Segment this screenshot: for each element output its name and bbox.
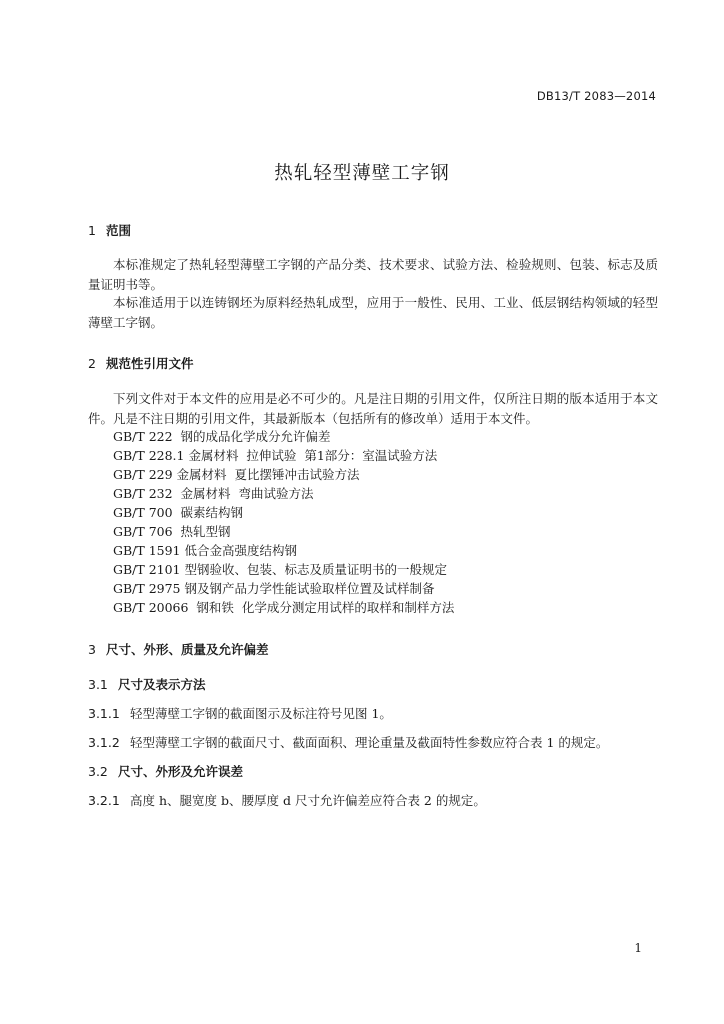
section-number: 2: [88, 356, 96, 371]
reference-item: GB/T 229 金属材料 夏比摆锤冲击试验方法: [113, 467, 360, 482]
clause-3-2-1: [88, 791, 486, 809]
clause-3-1-2: [88, 733, 608, 751]
reference-item: GB/T 700 碳素结构钢: [113, 505, 243, 520]
section-2-heading: [88, 354, 194, 372]
clause-number: 3.2.1: [88, 793, 120, 808]
reference-item: GB/T 2101 型钢验收、包装、标志及质量证明书的一般规定: [113, 562, 447, 577]
scope-paragraph-1: 本标准规定了热轧轻型薄壁工字钢的产品分类、技术要求、试验方法、检验规则、包装、标志及质量证明书等。: [88, 257, 658, 292]
reference-item: GB/T 2975 钢及钢产品力学性能试验取样位置及试样制备: [113, 581, 435, 596]
page-number: 1: [634, 941, 642, 955]
scope-paragraph-2: 本标准适用于以连铸钢坯为原料经热轧成型，应用于一般性、民用、工业、低层钢结构领域的轻型薄壁工字钢。: [88, 295, 658, 330]
reference-item: GB/T 1591 低合金高强度结构钢: [113, 543, 297, 558]
clause-number: 3.1.2: [88, 735, 120, 750]
reference-item: GB/T 228.1 金属材料 拉伸试验 第1部分：室温试验方法: [113, 448, 438, 463]
reference-item: GB/T 20066 钢和铁 化学成分测定用试样的取样和制样方法: [113, 600, 455, 615]
section-title: 尺寸、外形、质量及允许偏差: [106, 642, 269, 657]
clause-3-1-1: [88, 704, 392, 722]
reference-item: GB/T 232 金属材料 弯曲试验方法: [113, 486, 314, 501]
section-title: 规范性引用文件: [106, 356, 194, 371]
section-title: 范围: [106, 223, 132, 238]
reference-item: GB/T 706 热轧型钢: [113, 524, 231, 539]
document-title: 热轧轻型薄壁工字钢: [274, 163, 450, 184]
references-intro: 下列文件对于本文件的应用是必不可少的。凡是注日期的引用文件，仅所注日期的版本适用于本文件。凡是不注日期的引用文件，其最新版本（包括所有的修改单）适用于本文件。: [88, 391, 658, 426]
subsection-number: 3.2: [88, 764, 108, 779]
clause-text: 高度 h、腿宽度 b、腰厚度 d 尺寸允许偏差应符合表 2 的规定。: [130, 793, 486, 808]
section-number: 1: [88, 223, 96, 238]
clause-number: 3.1.1: [88, 706, 120, 721]
section-number: 3: [88, 642, 96, 657]
section-3-heading: [88, 640, 269, 658]
clause-text: 轻型薄壁工字钢的截面尺寸、截面面积、理论重量及截面特性参数应符合表 1 的规定。: [130, 735, 609, 750]
clause-text: 轻型薄壁工字钢的截面图示及标注符号见图 1。: [130, 706, 392, 721]
section-1-heading: [88, 221, 131, 239]
subsection-3-2-heading: [88, 762, 243, 780]
subsection-title: 尺寸、外形及允许误差: [118, 764, 244, 779]
reference-item: GB/T 222 钢的成品化学成分允许偏差: [113, 429, 331, 444]
subsection-3-1-heading: [88, 675, 206, 693]
subsection-title: 尺寸及表示方法: [118, 677, 206, 692]
subsection-number: 3.1: [88, 677, 108, 692]
standard-code: DB13/T 2083—2014: [536, 89, 656, 103]
